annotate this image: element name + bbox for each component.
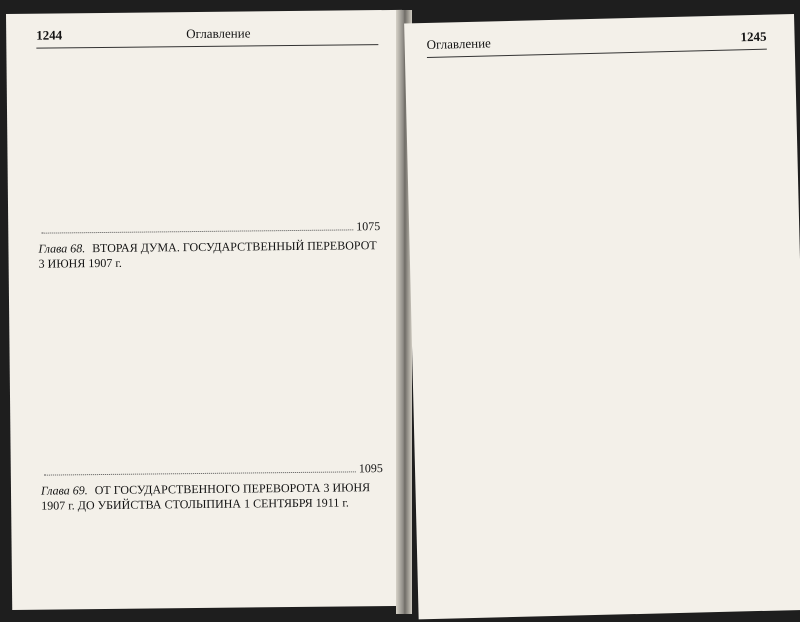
left-page-number: 1244	[36, 27, 63, 43]
right-page-number: 1245	[740, 28, 767, 45]
left-entries	[36, 45, 383, 514]
page-ref-line	[38, 219, 380, 238]
right-page	[404, 14, 800, 619]
right-header-title: Оглавление	[426, 35, 492, 52]
page-ref: 1095	[358, 461, 383, 476]
left-page	[6, 10, 408, 610]
chapter-heading	[41, 480, 383, 514]
chapter-label: Глава 69.	[40, 483, 88, 498]
left-running-head	[36, 22, 378, 49]
page-ref-line	[41, 461, 383, 480]
right-entries	[427, 50, 780, 602]
chapter-label: Глава 68.	[38, 241, 86, 256]
chapter-heading	[38, 238, 380, 272]
chapter-title: ВТОРАЯ ДУМА. ГОСУДАРСТВЕННЫЙ ПЕРЕВОРОТ 3 ИЮНЯ 1907 г.	[38, 238, 377, 271]
left-header-title: Оглавление	[186, 25, 251, 42]
page-ref: 1075	[356, 219, 381, 234]
chapter-title: ОТ ГОСУДАРСТВЕННОГО ПЕРЕВОРОТА 3 ИЮНЯ 1907 г. ДО УБИЙСТВА СТОЛЫПИНА 1 СЕНТЯБРЯ 1911 г.	[41, 480, 371, 513]
